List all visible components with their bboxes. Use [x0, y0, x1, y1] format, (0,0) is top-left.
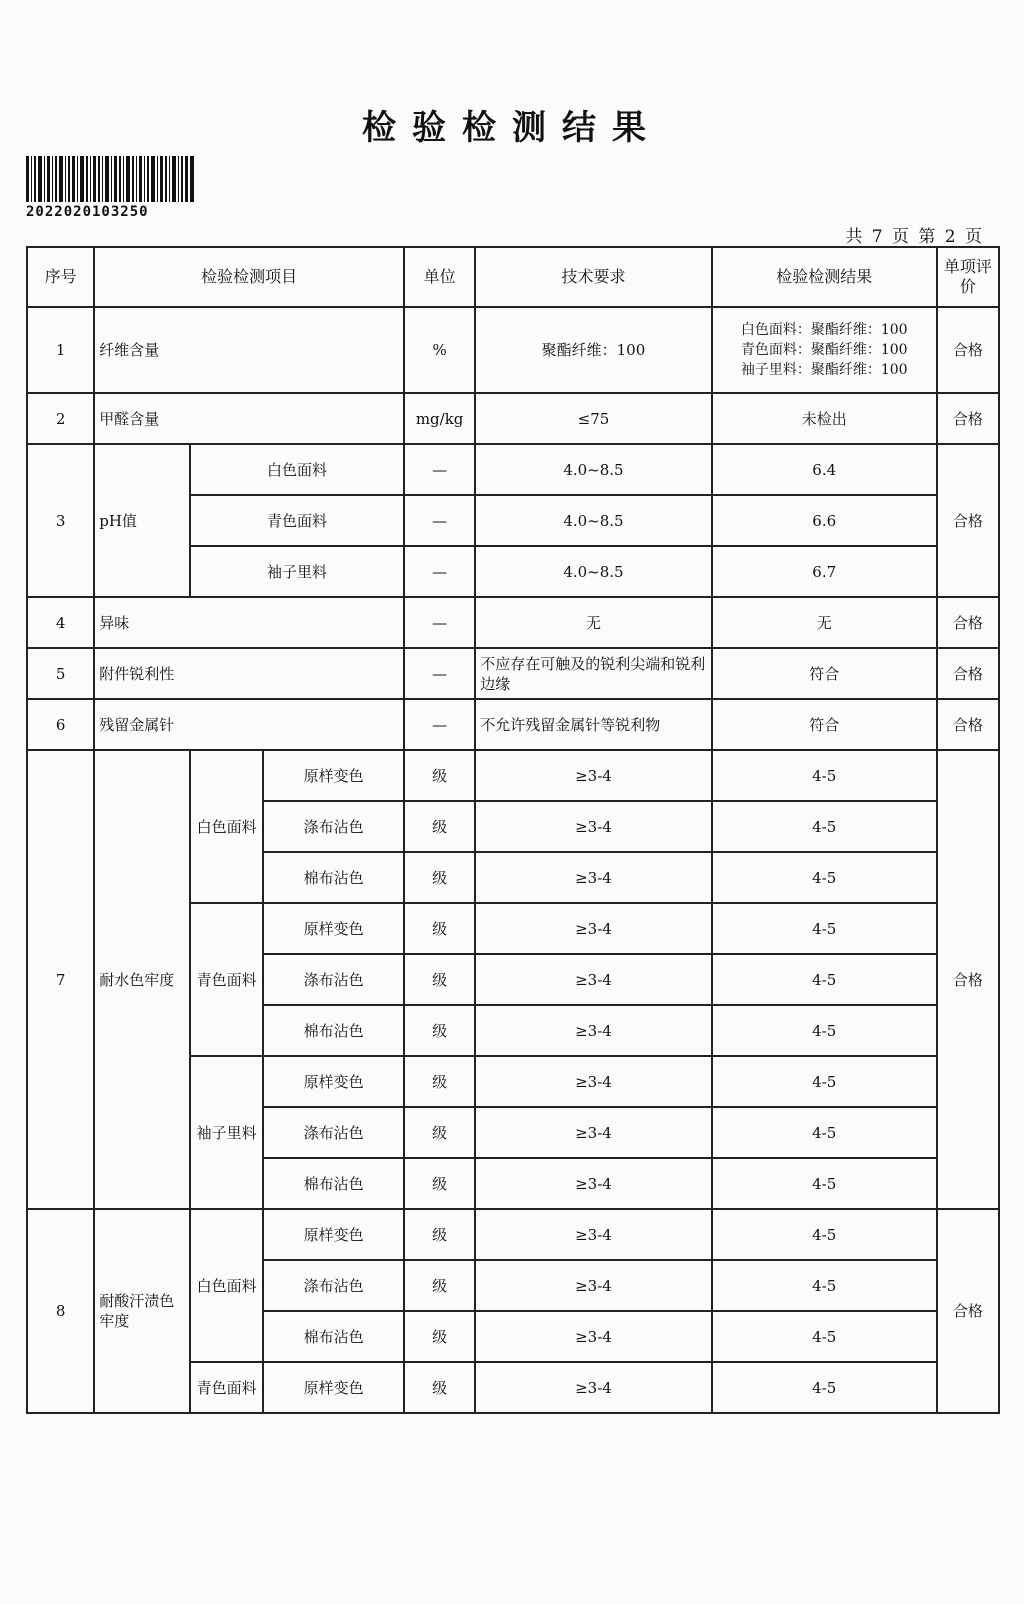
requirement-cell: 不应存在可触及的锐利尖端和锐利边缘	[475, 648, 711, 699]
result-cell: 4-5	[712, 801, 937, 852]
table-row	[27, 307, 999, 393]
table-row	[27, 1209, 999, 1260]
subitem-cell: 白色面料	[190, 444, 404, 495]
requirement-cell: 4.0~8.5	[475, 495, 711, 546]
test-cell: 棉布沾色	[263, 1311, 404, 1362]
unit-cell: —	[404, 495, 475, 546]
item-cell: 残留金属针	[94, 699, 404, 750]
result-cell: 4-5	[712, 750, 937, 801]
requirement-cell: 聚酯纤维：100	[475, 307, 711, 393]
group-cell: 白色面料	[190, 1209, 263, 1362]
unit-cell: 级	[404, 1209, 475, 1260]
test-cell: 原样变色	[263, 903, 404, 954]
unit-cell: 级	[404, 852, 475, 903]
result-cell: 4-5	[712, 903, 937, 954]
evaluation-cell: 合格	[937, 307, 999, 393]
unit-cell: 级	[404, 1158, 475, 1209]
seq-cell: 3	[27, 444, 94, 597]
result-cell	[712, 307, 937, 393]
unit-cell: 级	[404, 954, 475, 1005]
requirement-cell: ≥3-4	[475, 1056, 711, 1107]
requirement-cell: ≥3-4	[475, 801, 711, 852]
seq-cell: 6	[27, 699, 94, 750]
evaluation-cell: 合格	[937, 1209, 999, 1413]
evaluation-cell: 合格	[937, 444, 999, 597]
result-line: 白色面料：聚酯纤维：100	[740, 322, 908, 338]
result-line: 青色面料：聚酯纤维：100	[740, 342, 908, 358]
result-cell: 符合	[712, 699, 937, 750]
barcode-image	[26, 156, 194, 202]
group-cell: 青色面料	[190, 1362, 263, 1413]
result-cell: 6.7	[712, 546, 937, 597]
header-requirement: 技术要求	[475, 247, 711, 307]
test-cell: 涤布沾色	[263, 954, 404, 1005]
requirement-cell: ≥3-4	[475, 1362, 711, 1413]
unit-cell: mg/kg	[404, 393, 475, 444]
seq-cell: 4	[27, 597, 94, 648]
unit-cell: —	[404, 597, 475, 648]
test-cell: 棉布沾色	[263, 1158, 404, 1209]
test-cell: 原样变色	[263, 750, 404, 801]
report-title: 检验检测结果	[362, 108, 662, 148]
requirement-cell: ≥3-4	[475, 1311, 711, 1362]
header-item: 检验检测项目	[94, 247, 404, 307]
requirement-cell: ≥3-4	[475, 852, 711, 903]
result-cell: 4-5	[712, 1260, 937, 1311]
header-row	[27, 247, 999, 307]
table-row	[27, 444, 999, 495]
requirement-cell: 4.0~8.5	[475, 444, 711, 495]
unit-cell: —	[404, 699, 475, 750]
seq-cell: 5	[27, 648, 94, 699]
item-cell: 纤维含量	[94, 307, 404, 393]
unit-cell: 级	[404, 1362, 475, 1413]
table-row	[27, 648, 999, 699]
result-cell: 4-5	[712, 1158, 937, 1209]
group-cell: 白色面料	[190, 750, 263, 903]
table-row	[27, 393, 999, 444]
requirement-cell: ≥3-4	[475, 1260, 711, 1311]
result-cell: 4-5	[712, 1056, 937, 1107]
requirement-cell: ≥3-4	[475, 1158, 711, 1209]
requirement-cell: ≥3-4	[475, 954, 711, 1005]
item-cell: 耐酸汗渍色牢度	[94, 1209, 190, 1413]
unit-cell: —	[404, 444, 475, 495]
table-row	[27, 699, 999, 750]
requirement-cell: ≥3-4	[475, 1209, 711, 1260]
results-table	[26, 246, 1000, 1414]
subitem-cell: 袖子里料	[190, 546, 404, 597]
unit-cell: 级	[404, 1260, 475, 1311]
unit-cell: 级	[404, 1056, 475, 1107]
table-row	[27, 750, 999, 801]
item-cell: 甲醛含量	[94, 393, 404, 444]
page-count: 共 7 页 第 2 页	[845, 227, 984, 247]
result-cell: 符合	[712, 648, 937, 699]
result-cell: 4-5	[712, 1107, 937, 1158]
unit-cell: 级	[404, 801, 475, 852]
test-cell: 涤布沾色	[263, 801, 404, 852]
barcode-number: 2022020103250	[26, 204, 149, 220]
unit-cell: 级	[404, 750, 475, 801]
test-cell: 原样变色	[263, 1362, 404, 1413]
evaluation-cell: 合格	[937, 648, 999, 699]
item-cell: 附件锐利性	[94, 648, 404, 699]
table-row	[27, 597, 999, 648]
seq-cell: 2	[27, 393, 94, 444]
subitem-cell: 青色面料	[190, 495, 404, 546]
item-cell: pH值	[94, 444, 190, 597]
item-cell: 异味	[94, 597, 404, 648]
test-cell: 原样变色	[263, 1056, 404, 1107]
result-cell: 4-5	[712, 1005, 937, 1056]
result-cell: 6.6	[712, 495, 937, 546]
unit-cell: 级	[404, 1005, 475, 1056]
test-cell: 原样变色	[263, 1209, 404, 1260]
seq-cell: 8	[27, 1209, 94, 1413]
test-cell: 涤布沾色	[263, 1260, 404, 1311]
test-cell: 涤布沾色	[263, 1107, 404, 1158]
requirement-cell: ≥3-4	[475, 1107, 711, 1158]
result-cell: 6.4	[712, 444, 937, 495]
requirement-cell: 不允许残留金属针等锐利物	[475, 699, 711, 750]
seq-cell: 1	[27, 307, 94, 393]
test-cell: 棉布沾色	[263, 852, 404, 903]
evaluation-cell: 合格	[937, 597, 999, 648]
unit-cell: %	[404, 307, 475, 393]
requirement-cell: ≥3-4	[475, 903, 711, 954]
header-unit: 单位	[404, 247, 475, 307]
result-cell: 未检出	[712, 393, 937, 444]
group-cell: 青色面料	[190, 903, 263, 1056]
requirement-cell: 4.0~8.5	[475, 546, 711, 597]
evaluation-cell: 合格	[937, 750, 999, 1209]
requirement-cell: ≤75	[475, 393, 711, 444]
result-cell: 4-5	[712, 1209, 937, 1260]
header-result: 检验检测结果	[712, 247, 937, 307]
group-cell: 袖子里料	[190, 1056, 263, 1209]
result-cell: 无	[712, 597, 937, 648]
result-cell: 4-5	[712, 1362, 937, 1413]
unit-cell: —	[404, 648, 475, 699]
result-line: 袖子里料：聚酯纤维：100	[740, 362, 908, 378]
evaluation-cell: 合格	[937, 699, 999, 750]
result-cell: 4-5	[712, 954, 937, 1005]
requirement-cell: 无	[475, 597, 711, 648]
result-cell: 4-5	[712, 1311, 937, 1362]
unit-cell: 级	[404, 1107, 475, 1158]
header-seq: 序号	[27, 247, 94, 307]
unit-cell: —	[404, 546, 475, 597]
evaluation-cell: 合格	[937, 393, 999, 444]
seq-cell: 7	[27, 750, 94, 1209]
item-cell: 耐水色牢度	[94, 750, 190, 1209]
test-cell: 棉布沾色	[263, 1005, 404, 1056]
unit-cell: 级	[404, 1311, 475, 1362]
result-cell: 4-5	[712, 852, 937, 903]
header-evaluation: 单项评价	[937, 247, 999, 307]
unit-cell: 级	[404, 903, 475, 954]
requirement-cell: ≥3-4	[475, 750, 711, 801]
requirement-cell: ≥3-4	[475, 1005, 711, 1056]
